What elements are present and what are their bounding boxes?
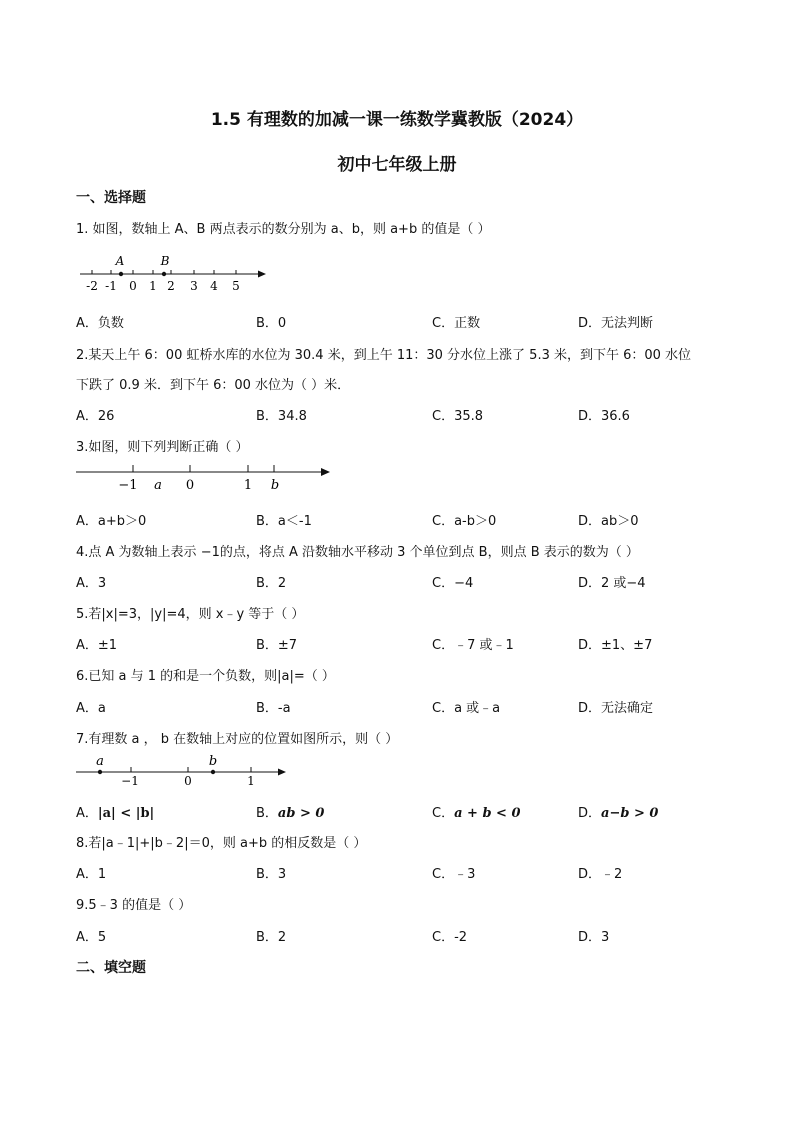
question-2-text-line2: 下跌了 0.9 米．到下午 6：00 水位为（ ）米． <box>76 378 351 393</box>
point-a-dot <box>119 272 123 276</box>
point-a-label: a <box>96 754 104 769</box>
question-7-option-a <box>76 802 154 821</box>
question-4-option-d: D．2 或−4 <box>578 576 646 591</box>
question-1-option-c: C．正数 <box>432 316 481 331</box>
question-2-option-a: A．26 <box>76 409 115 424</box>
document-title: 1.5 有理数的加减一课一练数学冀教版（2024） <box>210 110 584 130</box>
axis-ticks <box>131 767 251 772</box>
point-a-label: A <box>115 254 125 268</box>
document-subtitle: 初中七年级上册 <box>337 155 457 175</box>
option-math: |a| < |b| <box>97 806 155 821</box>
question-4-option-c: C．−4 <box>432 576 474 591</box>
question-5-option-b: B．±7 <box>256 638 298 653</box>
question-6-option-b: B．-a <box>256 701 291 716</box>
question-8-option-a: A．1 <box>76 867 107 882</box>
tick-label: 3 <box>190 279 198 292</box>
axis-arrow <box>321 468 330 476</box>
tick-label-zero: 0 <box>185 478 195 493</box>
tick-label: 0 <box>129 279 137 292</box>
point-a-dot <box>98 770 102 774</box>
option-math: ab > 0 <box>277 806 325 821</box>
question-9-option-b: B．2 <box>256 930 287 945</box>
tick-label: 4 <box>210 279 218 292</box>
question-1-option-d: D．无法判断 <box>578 316 654 331</box>
tick-label-zero: 0 <box>184 774 192 788</box>
number-line-figure-q1 <box>76 252 276 292</box>
question-5-option-a: A．±1 <box>76 638 118 653</box>
question-4-option-a: A．3 <box>76 576 107 591</box>
question-2-option-d: D．36.6 <box>578 409 630 424</box>
question-1-text: 1. 如图，数轴上 A、B 两点表示的数分别为 a、b，则 a+b 的值是（ ） <box>76 222 491 237</box>
section-heading-fill-in: 二、填空题 <box>76 960 146 976</box>
point-b-dot <box>211 770 215 774</box>
tick-label-one: 1 <box>243 478 253 493</box>
option-letter: A． <box>76 806 98 821</box>
question-7-option-b <box>256 802 324 821</box>
question-5-option-d: D．±1、±7 <box>578 638 653 653</box>
tick-label-one: 1 <box>247 774 255 788</box>
tick-label: -2 <box>86 279 98 292</box>
point-b-label: B <box>160 254 170 268</box>
number-line-figure-q3 <box>76 460 338 494</box>
question-7-text: 7.有理数 a ， b 在数轴上对应的位置如图所示，则（ ） <box>76 732 399 747</box>
tick-label: -1 <box>105 279 117 292</box>
option-letter: B． <box>256 806 278 821</box>
question-1-option-b: B．0 <box>256 316 287 331</box>
question-8-text: 8.若|a﹣1|+|b﹣2|＝0，则 a+b 的相反数是（ ） <box>76 836 367 851</box>
question-3-option-a: A．a+b＞0 <box>76 514 147 529</box>
question-2-text: 2.某天上午 6：00 虹桥水库的水位为 30.4 米，到上午 11：30 分水位上涨了 5.3 米，到下午 6：00 水位 <box>76 348 692 363</box>
option-math: a−b > 0 <box>601 806 659 821</box>
question-7-option-d <box>578 802 658 821</box>
question-9-text: 9.5﹣3 的值是（ ） <box>76 898 192 913</box>
axis-arrow <box>258 271 266 278</box>
question-6-text: 6.已知 a 与 1 的和是一个负数，则|a|=（ ） <box>76 669 335 684</box>
point-b-label: b <box>270 478 280 493</box>
question-3-option-c: C．a-b＞0 <box>432 514 497 529</box>
tick-label: 5 <box>232 279 240 292</box>
question-5-text: 5.若|x|=3，|y|=4，则 x﹣y 等于（ ） <box>76 607 305 622</box>
axis-ticks <box>133 465 274 472</box>
question-9-option-c: C．-2 <box>432 930 468 945</box>
question-3-option-d: D．ab＞0 <box>578 514 639 529</box>
tick-label-minus-one: −1 <box>118 478 138 493</box>
question-4-option-b: B．2 <box>256 576 287 591</box>
tick-label-minus-one: −1 <box>121 774 139 788</box>
question-6-option-a: A．a <box>76 701 106 716</box>
option-math: a + b < 0 <box>454 806 521 821</box>
point-a-label: a <box>154 478 162 493</box>
axis-arrow <box>278 769 286 776</box>
point-b-label: b <box>208 754 218 769</box>
question-5-option-c: C．﹣7 或﹣1 <box>432 638 514 653</box>
question-8-option-c: C．﹣3 <box>432 867 476 882</box>
question-9-option-a: A．5 <box>76 930 107 945</box>
question-3-text: 3.如图，则下列判断正确（ ） <box>76 440 249 455</box>
question-6-option-c: C．a 或﹣a <box>432 701 501 716</box>
question-3-option-b: B．a＜-1 <box>256 514 312 529</box>
option-letter: C． <box>432 806 455 821</box>
number-line-figure-q7 <box>76 752 296 790</box>
option-letter: D． <box>578 806 602 821</box>
question-8-option-d: D．﹣2 <box>578 867 623 882</box>
question-1-option-a: A．负数 <box>76 316 124 331</box>
question-2-option-b: B．34.8 <box>256 409 307 424</box>
question-7-option-c <box>432 802 521 821</box>
question-9-option-d: D．3 <box>578 930 610 945</box>
question-2-option-c: C．35.8 <box>432 409 484 424</box>
point-b-dot <box>162 272 166 276</box>
section-heading-choice: 一、选择题 <box>76 190 146 206</box>
question-6-option-d: D．无法确定 <box>578 701 654 716</box>
question-8-option-b: B．3 <box>256 867 287 882</box>
tick-label: 1 <box>149 279 157 292</box>
tick-label: 2 <box>167 279 175 292</box>
question-4-text: 4.点 A 为数轴上表示 −1的点，将点 A 沿数轴水平移动 3 个单位到点 B，则点 B 表示的数为（ ） <box>76 545 639 560</box>
